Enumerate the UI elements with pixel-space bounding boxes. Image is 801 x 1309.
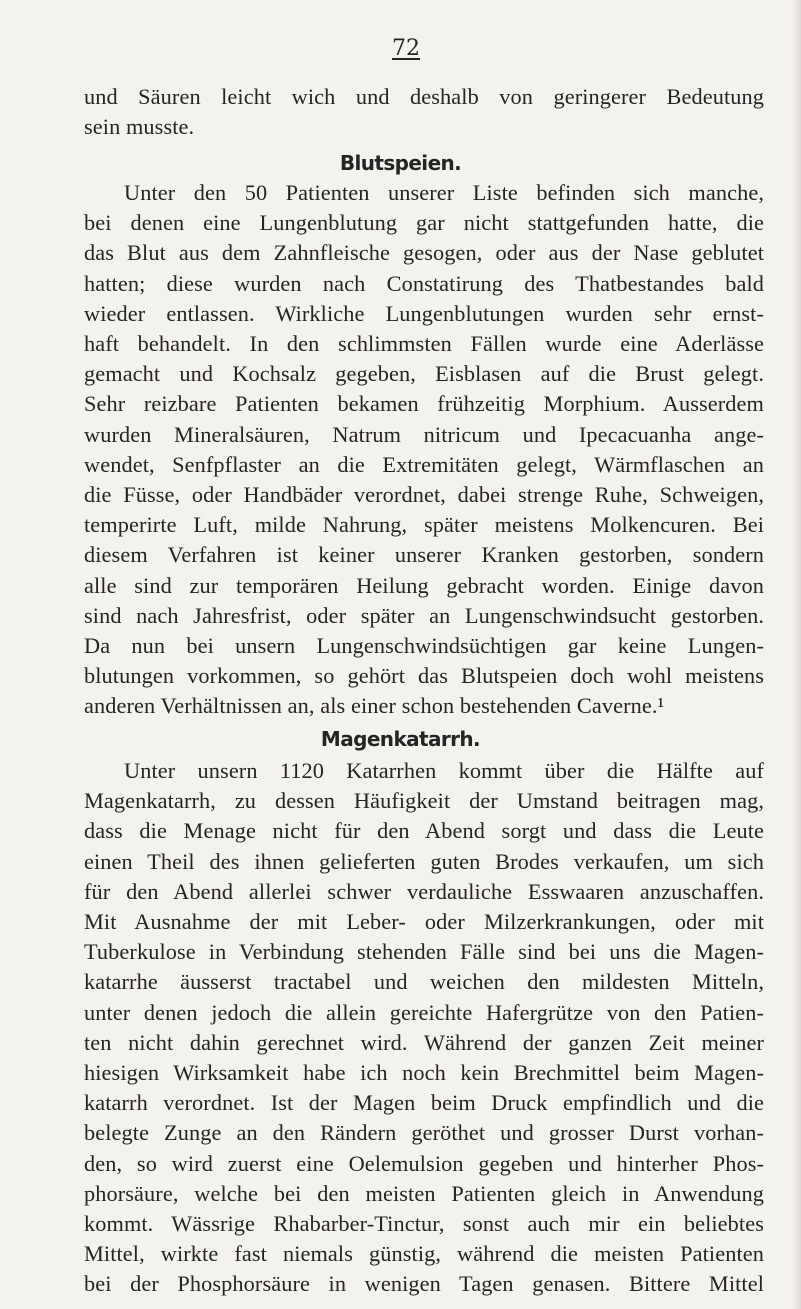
text-line: alle sind zur temporären Heilung gebracht worden. Einige davon xyxy=(84,572,764,598)
text-line: das Blut aus dem Zahnfleische gesogen, oder aus der Nase geblutet xyxy=(84,240,764,266)
intro-line: und Säuren leicht wich und deshalb von geringerer Bedeutung xyxy=(84,84,764,109)
section-body-blutspeien xyxy=(84,178,764,722)
text-line: Tuberkulose in Verbindung stehenden Fälle sind bei uns die Magen- xyxy=(84,939,764,965)
text-line: belegte Zunge an den Rändern geröthet und grosser Durst vorhan- xyxy=(84,1120,764,1146)
intro-line: sein musste. xyxy=(84,114,195,140)
text-line: bei denen eine Lungenblutung gar nicht stattgefunden hatte, die xyxy=(84,210,764,236)
text-line: blutungen vorkommen, so gehört das Blutspeien doch wohl meistens xyxy=(84,663,764,689)
text-line: katarrhe äusserst tractabel und weichen den mildesten Mitteln, xyxy=(84,969,764,995)
text-line: dass die Menage nicht für den Abend sorgt und dass die Leute xyxy=(84,818,764,844)
text-line: haft behandelt. In den schlimmsten Fällen wurde eine Aderlässe xyxy=(84,331,764,357)
text-line: unter denen jedoch die allein gereichte Hafergrütze von den Patien- xyxy=(84,999,764,1025)
page-number: 72 xyxy=(392,36,420,61)
text-line: Unter unsern 1120 Katarrhen kommt über die Hälfte auf xyxy=(124,758,764,783)
text-line: Magenkatarrh, zu dessen Häufigkeit der Umstand beitragen mag, xyxy=(84,788,764,814)
text-line: katarrh verordnet. Ist der Magen beim Druck empfindlich und die xyxy=(84,1090,764,1116)
text-line: die Füsse, oder Handbäder verordnet, dabei strenge Ruhe, Schweigen, xyxy=(84,482,764,508)
text-line: hiesigen Wirksamkeit habe ich noch kein Brechmittel beim Magen- xyxy=(84,1060,764,1086)
text-line: Mit Ausnahme der mit Leber- oder Milzerkrankungen, oder mit xyxy=(84,909,764,935)
section-body-magenkatarrh xyxy=(84,756,764,1300)
text-line: Da nun bei unsern Lungenschwindsüchtigen gar keine Lungen- xyxy=(84,633,764,659)
intro-paragraph xyxy=(84,82,764,142)
text-line: wieder entlassen. Wirkliche Lungenblutungen wurden sehr ernst- xyxy=(84,300,764,326)
text-line: Mittel, wirkte fast niemals günstig, während die meisten Patienten xyxy=(84,1241,764,1267)
text-line: wurden Mineralsäuren, Natrum nitricum und Ipecacuanha ange- xyxy=(84,421,764,447)
text-line: Unter den 50 Patienten unserer Liste befinden sich manche, xyxy=(124,180,764,205)
page-edge-shadow xyxy=(793,0,801,1309)
section-heading-magenkatarrh: Magenkatarrh. xyxy=(320,727,481,751)
text-line: sind nach Jahresfrist, oder später an Lungenschwindsucht gestorben. xyxy=(84,602,764,628)
text-line: ten nicht dahin gerechnet wird. Während der ganzen Zeit meiner xyxy=(84,1029,764,1055)
text-line: bei der Phosphorsäure in wenigen Tagen genasen. Bittere Mittel xyxy=(84,1271,764,1297)
text-line: anderen Verhältnissen an, als einer schon bestehenden Caverne.¹ xyxy=(84,693,665,719)
text-line: Sehr reizbare Patienten bekamen frühzeitig Morphium. Ausserdem xyxy=(84,391,764,417)
text-line: temperirte Luft, milde Nahrung, später meistens Molkencuren. Bei xyxy=(84,512,764,538)
text-line: hatten; diese wurden nach Constatirung des Thatbestandes bald xyxy=(84,270,764,296)
text-line: gemacht und Kochsalz gegeben, Eisblasen auf die Brust gelegt. xyxy=(84,361,764,387)
text-line: einen Theil des ihnen gelieferten guten Brodes verkaufen, um sich xyxy=(84,848,764,874)
text-line: kommt. Wässrige Rhabarber-Tinctur, sonst auch mir ein beliebtes xyxy=(84,1211,764,1237)
text-line: den, so wird zuerst eine Oelemulsion gegeben und hinterher Phos- xyxy=(84,1150,764,1176)
text-line: phorsäure, welche bei den meisten Patienten gleich in Anwendung xyxy=(84,1180,764,1206)
section-heading-blutspeien: Blutspeien. xyxy=(339,151,462,175)
text-line: diesem Verfahren ist keiner unserer Kranken gestorben, sondern xyxy=(84,542,764,568)
text-line: für den Abend allerlei schwer verdauliche Esswaaren anzuschaffen. xyxy=(84,878,764,904)
text-line: wendet, Senfpflaster an die Extremitäten gelegt, Wärmflaschen an xyxy=(84,451,764,477)
